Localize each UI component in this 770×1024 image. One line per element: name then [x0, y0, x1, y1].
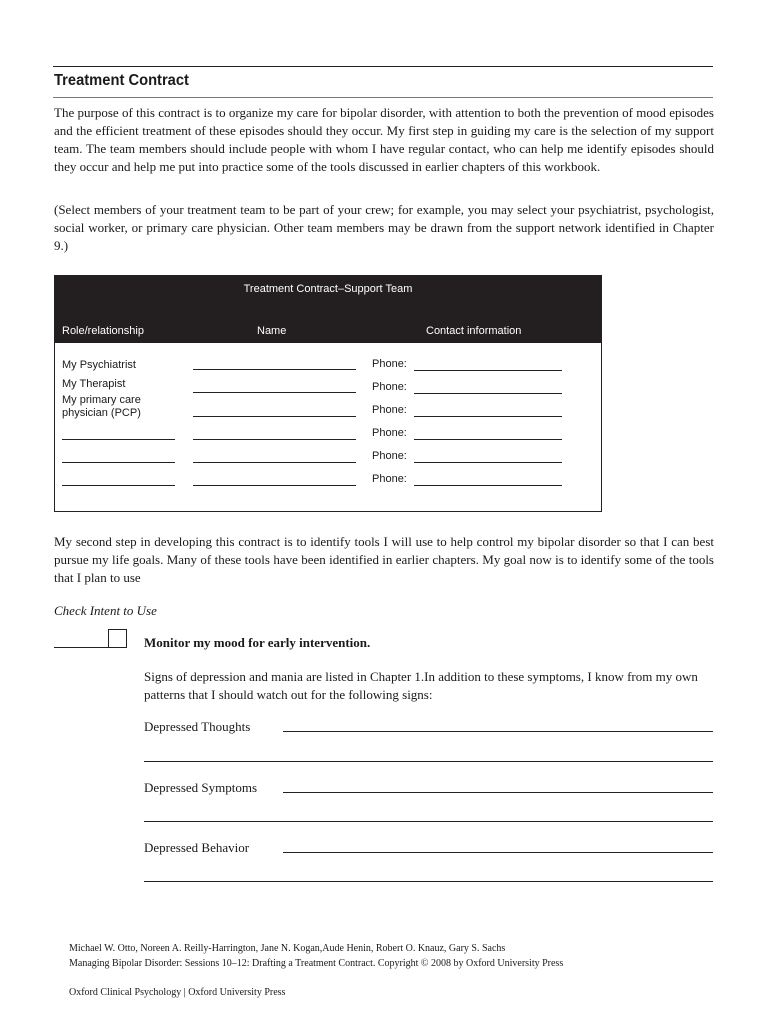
support-team-table [54, 275, 602, 512]
phone-label: Phone: [372, 358, 407, 370]
depressed-thoughts-label: Depressed Thoughts [144, 719, 251, 734]
name-field[interactable] [193, 439, 356, 440]
name-field[interactable] [193, 416, 356, 417]
role-blank-field[interactable] [62, 485, 175, 486]
table-header [55, 276, 601, 343]
depressed-behavior-field-line2[interactable] [144, 881, 713, 882]
phone-label: Phone: [372, 381, 407, 393]
footer-authors: Michael W. Otto, Noreen A. Reilly-Harrington, Jane N. Kogan,Aude Henin, Robert O. Knauz, Gary S. Sachs [69, 943, 506, 954]
check-intent-label: Check Intent to Use [54, 603, 157, 618]
intent-line [54, 647, 108, 648]
name-field[interactable] [193, 369, 356, 370]
phone-field[interactable] [414, 485, 562, 486]
phone-label: Phone: [372, 473, 407, 485]
depressed-symptoms-field-line2[interactable] [144, 821, 713, 822]
phone-field[interactable] [414, 370, 562, 371]
column-header-contact: Contact information [426, 325, 522, 337]
depressed-symptoms-label: Depressed Symptoms [144, 780, 258, 795]
monitor-mood-label: Monitor my mood for early intervention. [144, 635, 371, 650]
top-rule [53, 66, 713, 67]
role-pcp-line2: physician (PCP) [62, 407, 141, 419]
phone-label: Phone: [372, 427, 407, 439]
name-field[interactable] [193, 462, 356, 463]
role-pcp-line1: My primary care [62, 394, 141, 406]
title-divider [53, 97, 713, 98]
depressed-thoughts-field-line2[interactable] [144, 761, 713, 762]
depressed-behavior-label: Depressed Behavior [144, 840, 250, 855]
phone-field[interactable] [414, 439, 562, 440]
column-header-role: Role/relationship [62, 325, 144, 337]
purpose-paragraph: The purpose of this contract is to organize my care for bipolar disorder, with attention to both the prevention of mood episodes and the efficient treatment of these episodes should they occur. My first step in guiding my care is the selection of my support team. The team members should include people with whom I have regular contact, who can help me identify episodes should they occur and help me put into practice some of the tools discussed in earlier chapters of this workbook. [54, 105, 714, 174]
role-blank-field[interactable] [62, 462, 175, 463]
depressed-thoughts-field[interactable] [283, 731, 713, 732]
role-blank-field[interactable] [62, 439, 175, 440]
role-psychiatrist: My Psychiatrist [62, 359, 136, 371]
monitor-mood-checkbox[interactable] [108, 629, 127, 648]
signs-paragraph: Signs of depression and mania are listed in Chapter 1.In addition to these symptoms, I know from my own patterns that I should watch out for the following signs: [144, 669, 698, 702]
column-header-name: Name [257, 325, 287, 337]
phone-field[interactable] [414, 393, 562, 394]
instruction-paragraph: (Select members of your treatment team to be part of your crew; for example, you may select your psychiatrist, psychologist, social worker, or primary care physician. Other team members may be drawn from the support network identified in Chapter 9.) [54, 202, 714, 253]
page-title: Treatment Contract [54, 72, 189, 89]
phone-field[interactable] [414, 416, 562, 417]
name-field[interactable] [193, 485, 356, 486]
footer-series: Oxford Clinical Psychology | Oxford University Press [69, 987, 286, 998]
phone-label: Phone: [372, 450, 407, 462]
footer-citation: Managing Bipolar Disorder: Sessions 10–12: Drafting a Treatment Contract. Copyright © 2008 by Oxford University Press [69, 958, 564, 969]
role-therapist: My Therapist [62, 378, 126, 390]
depressed-behavior-field[interactable] [283, 852, 713, 853]
phone-label: Phone: [372, 404, 407, 416]
table-title: Treatment Contract–Support Team [243, 283, 413, 295]
name-field[interactable] [193, 392, 356, 393]
second-step-paragraph: My second step in developing this contract is to identify tools I will use to help control my bipolar disorder so that I can best pursue my life goals. Many of these tools have been identified in earlier chapters. My goal now is to identify some of the tools that I plan to use [54, 534, 714, 585]
phone-field[interactable] [414, 462, 562, 463]
depressed-symptoms-field[interactable] [283, 792, 713, 793]
